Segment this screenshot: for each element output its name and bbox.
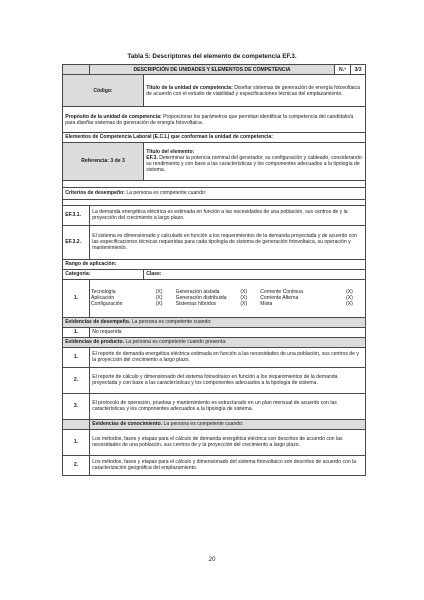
class-item: Tecnología [91,289,116,296]
tecnologia-list [90,288,155,308]
referencia-text: Determinar la potencia nominal del generador, su configuración y cableado, considerando su rendimiento y con base a las características y los componentes adecuados a la tipología de sistema. [146,155,362,174]
mark-list [239,288,259,308]
producto-text: El reporte de cálculo y dimensionado del sistema fotovoltaico en función a los requerimientos de la demanda proyectada y con base a las características y los componentes adecuados a la tipología de sistema. [90,367,366,393]
class-item: Sistemas híbridos [175,301,217,308]
referencia-code: EF.3. [146,155,158,162]
conocimiento-text: Los métodos, fases y etapas para el cálculo y dimensionado del sistema fotovoltaico son descritos de acuerdo con la caracterización geográfica del emplazamiento. [90,455,366,475]
class-item: Generación aislada [175,289,220,296]
referencia-cell [144,142,366,180]
categoria-label: Categoría: [63,269,144,279]
codigo-title-cell [144,75,366,107]
generacion-list [175,288,240,308]
x-mark: (X) [155,295,163,302]
proposito-label: Propósito de la unidad de competencia: [65,113,162,120]
x-mark: (X) [240,289,248,296]
criterio-code: EF.3.2. [63,225,90,259]
x-mark: (X) [155,301,163,308]
conocimiento-blank-cell [63,419,90,429]
x-mark: (X) [240,301,248,308]
class-item: Aplicación [91,295,115,302]
referencia-label: Referencia: 3 de 3 [63,142,144,180]
codigo-label: Código: [63,75,144,107]
header-title: DESCRIPCIÓN DE UNIDADES Y ELEMENTOS DE COMPETENCIA [90,65,335,75]
conocimiento-header [90,419,366,429]
criterio-text: La demanda energética eléctrica es estimada en función a las necesidades de una población, sus centros de y la proyección del crecimiento a largo plazo. [90,205,366,225]
table-caption: Tabla 5: Descriptores del elemento de competencia EF.3. [127,53,297,60]
rango-values [90,288,365,308]
criterios-header [63,187,366,199]
mark-list [345,288,365,308]
rango-number: 1. [63,279,90,317]
proposito-cell [63,107,366,133]
desempeno-text: La persona es competente cuando: [130,319,212,326]
clase-label: Clase: [144,269,366,279]
referencia-title-label: Título del elemento: [146,149,195,156]
x-mark: (X) [346,289,353,296]
class-item: Generación distribuida [175,295,227,302]
class-item: Configuración [91,301,123,308]
class-item: Mixta [260,301,273,308]
conocimiento-number: 1. [63,429,90,455]
desempeno-number: 1. [63,327,90,337]
conocimiento-label: Evidencias de conocimiento. [92,421,163,428]
elementos-header: Elementos de Competencia Laboral (E.C.L) que conforman la unidad de competencia: [63,133,366,143]
conocimiento-text: Los métodos, fases y etapas para el cálculo de demanda energética eléctrica son descritos de acuerdo con las necesidades de una población, sus centros de y la proyección del crecimiento a largo plazo. [90,429,366,455]
x-mark: (X) [346,295,353,302]
criterio-code: EF.3.1. [63,205,90,225]
x-mark: (X) [155,289,163,296]
producto-header [63,337,366,347]
class-item: Corriente Continua [260,289,303,296]
header-n-label: N.º [335,65,351,75]
producto-number: 2. [63,367,90,393]
codigo-title-text: Diseñar sistemas de generación de energía fotovoltaica de acuerdo con el estudio de viabilidad y especificaciones técnicas del emplazamiento. [146,84,360,97]
desempeno-header [63,317,366,327]
spacer-row [63,180,366,187]
proposito-text: Proporcionar los parámetros que permitan identificar la competencia del candidato/a para diseñar sistemas de generación de energía fotovoltaica. [65,113,354,126]
criterios-text: La persona es competente cuando: [124,190,207,197]
criterios-label: Criterios de desempeño: [65,190,125,197]
codigo-title-label: Título de la unidad de competencia: [146,84,233,91]
producto-number: 3. [63,393,90,419]
class-item: Corriente Alterna [260,295,299,302]
header-blank-cell [63,65,90,75]
rango-header: Rango de aplicación: [63,259,366,269]
producto-label: Evidencias de producto. [65,339,125,346]
producto-text: El protocolo de operación, pruebas y mantenimiento es estructurado en un plan mensual de acuerdo con las características y los componentes adecuados a la tipología de sistema. [90,393,366,419]
conocimiento-number: 2. [63,455,90,475]
header-n-value: 3/3 [351,65,366,75]
x-mark: (X) [346,301,353,308]
producto-text: La persona es competente cuando presenta: [124,339,227,346]
desempeno-label: Evidencias de desempeño. [65,319,131,326]
criterio-text: El sistema es dimensionado y calculado en función a los requerimientos de la demanda proyectada y de acuerdo con las especificaciones técnicas requeridas para cada tipología de sistema de generación fotovoltaica, su operación y mantenimiento. [90,225,366,259]
desempeno-value: No requerida [90,327,366,337]
producto-text: El reporte de demanda energética eléctrica estimada en función a las necesidades de una población, sus centros de y la proyección del crecimiento a largo plazo. [90,347,366,367]
competency-table [62,64,365,476]
descriptor-table [62,64,366,476]
producto-number: 1. [63,347,90,367]
mark-list [155,288,175,308]
rango-values-cell [90,279,366,317]
x-mark: (X) [240,295,248,302]
conocimiento-text: La persona es competente cuando: [162,421,244,428]
corriente-list [259,288,345,308]
page-number: 20 [208,556,216,563]
